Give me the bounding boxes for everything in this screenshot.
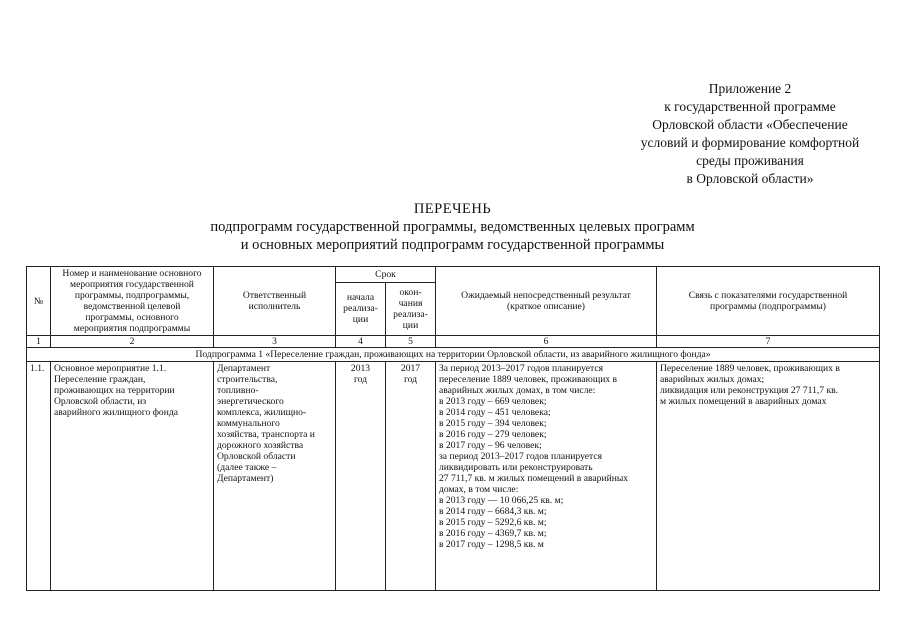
column-number: 6 xyxy=(436,336,657,348)
header-result-line: (краткое описание) xyxy=(506,301,586,312)
header-row xyxy=(27,267,880,283)
appendix-line: Орловской области «Обеспечение xyxy=(652,117,848,132)
row-executor-line: коммунального xyxy=(217,418,280,429)
row-link-line: м жилых помещений в аварийных домах xyxy=(660,396,827,407)
row-executor-line: Департамент) xyxy=(217,473,274,484)
row-result-line: в 2017 году – 96 человек; xyxy=(439,440,542,451)
programs-table xyxy=(26,266,880,591)
row-executor-line: хозяйства, транспорта и xyxy=(217,429,315,440)
document-title xyxy=(0,200,905,254)
header-start-line: начала xyxy=(346,292,375,304)
header-name-line: ведомственной целевой xyxy=(83,301,181,312)
column-number: 3 xyxy=(214,336,336,348)
appendix-line: к государственной программе xyxy=(664,99,836,114)
row-executor-line: (далее также – xyxy=(217,462,277,473)
row-name-line: Переселение граждан, xyxy=(54,374,146,385)
row-result-line: За период 2013–2017 годов планируется xyxy=(439,363,604,374)
header-name-line: мероприятия государственной xyxy=(70,279,194,290)
row-executor-line: Департамент xyxy=(217,363,271,374)
title-subtitle-1: подпрограмм государственной программы, ведомственных целевых программ xyxy=(210,219,695,235)
header-result-line: Ожидаемый непосредственный результат xyxy=(461,290,631,301)
row-start-unit: год xyxy=(353,374,368,385)
row-executor-line: топливно- xyxy=(217,385,259,396)
header-name-line: программы, основного xyxy=(85,312,179,323)
title-subtitle-2: и основных мероприятий подпрограмм государственной программы xyxy=(240,237,665,253)
title-main: ПЕРЕЧЕНЬ xyxy=(413,201,492,217)
subprogram-title: Подпрограмма 1 «Переселение граждан, проживающих на территории Орловской области, из аварийного жилищного фонда» xyxy=(27,348,880,362)
header-link-line: программы (подпрограммы) xyxy=(710,301,826,312)
header-executor xyxy=(214,267,336,336)
row-start xyxy=(336,362,386,591)
appendix-line: в Орловской области» xyxy=(686,171,814,186)
row-name-line: Основное мероприятие 1.1. xyxy=(54,363,167,374)
row-result-line: в 2016 году – 279 человек; xyxy=(439,429,547,440)
row-end-unit: год xyxy=(403,374,418,385)
row-end-year: 2017 xyxy=(400,363,421,374)
header-link-line: Связь с показателями государственной xyxy=(688,290,848,301)
row-result-line: в 2017 году – 1298,5 кв. м xyxy=(439,539,544,550)
column-number-row xyxy=(27,336,880,348)
header-end-line: чания xyxy=(398,297,423,309)
header-start-line: реализа- xyxy=(343,303,378,315)
row-result-line: переселение 1889 человек, проживающих в xyxy=(439,374,618,385)
appendix-line: Приложение 2 xyxy=(708,81,792,96)
column-number: 1 xyxy=(27,336,51,348)
table-row xyxy=(27,362,880,591)
row-link-line: аварийных жилых домах; xyxy=(660,374,765,385)
header-executor-line: Ответственный xyxy=(242,290,307,301)
row-result-line: в 2015 году – 5292,6 кв. м; xyxy=(439,517,547,528)
row-name-line: проживающих на территории xyxy=(54,385,175,396)
row-result-line: в 2015 году – 394 человек; xyxy=(439,418,547,429)
row-start-year: 2013 xyxy=(350,363,371,374)
row-result-line: в 2014 году – 451 человека; xyxy=(439,407,551,418)
row-result xyxy=(436,362,657,591)
header-executor-line: исполнитель xyxy=(248,301,301,312)
row-link-line: ликвидация или реконструкция 27 711,7 кв. xyxy=(660,385,839,396)
column-number: 4 xyxy=(336,336,386,348)
row-result-line: ликвидировать или реконструировать xyxy=(439,462,593,473)
row-executor-line: энергетического xyxy=(217,396,284,407)
column-number: 2 xyxy=(51,336,214,348)
row-result-line: в 2013 году – 669 человек; xyxy=(439,396,547,407)
row-executor xyxy=(214,362,336,591)
row-result-line: домах, в том числе: xyxy=(439,484,519,495)
appendix-block xyxy=(600,80,900,188)
header-end-line: реализа- xyxy=(393,308,428,320)
header-end-line: ции xyxy=(402,319,419,331)
row-link-line: Переселение 1889 человек, проживающих в xyxy=(660,363,840,374)
header-name-line: Номер и наименование основного xyxy=(62,268,202,279)
header-start-line: ции xyxy=(352,314,369,326)
row-result-line: за период 2013–2017 годов планируется xyxy=(439,451,602,462)
appendix-line: среды проживания xyxy=(696,153,804,168)
header-end xyxy=(386,282,436,335)
row-result-line: в 2016 году – 4369,7 кв. м; xyxy=(439,528,547,539)
header-link xyxy=(657,267,880,336)
column-number: 7 xyxy=(657,336,880,348)
header-term: Срок xyxy=(336,267,436,283)
header-name-line: мероприятия подпрограммы xyxy=(73,323,191,334)
appendix-line: условий и формирование комфортной xyxy=(640,135,860,150)
header-end-line: окон- xyxy=(399,286,422,298)
row-executor-line: комплекса, жилищно- xyxy=(217,407,307,418)
row-name-line: аварийного жилищного фонда xyxy=(54,407,178,418)
row-name-line: Орловской области, из xyxy=(54,396,147,407)
column-number: 5 xyxy=(386,336,436,348)
row-executor-line: Орловской области xyxy=(217,451,296,462)
row-executor-line: строительства, xyxy=(217,374,278,385)
header-result xyxy=(436,267,657,336)
row-name xyxy=(51,362,214,591)
header-start xyxy=(336,282,386,335)
row-result-line: аварийных жилых домах, в том числе: xyxy=(439,385,596,396)
row-link xyxy=(657,362,880,591)
row-result-line: в 2014 году – 6684,3 кв. м; xyxy=(439,506,547,517)
row-result-line: 27 711,7 кв. м жилых помещений в аварийных xyxy=(439,473,629,484)
header-name xyxy=(51,267,214,336)
subprogram-row xyxy=(27,348,880,362)
row-number: 1.1. xyxy=(27,362,51,591)
header-number: № xyxy=(27,267,51,336)
row-result-line: в 2013 году — 10 066,25 кв. м; xyxy=(439,495,564,506)
header-name-line: программы, подпрограммы, xyxy=(74,290,190,301)
row-end xyxy=(386,362,436,591)
row-executor-line: дорожного хозяйства xyxy=(217,440,304,451)
